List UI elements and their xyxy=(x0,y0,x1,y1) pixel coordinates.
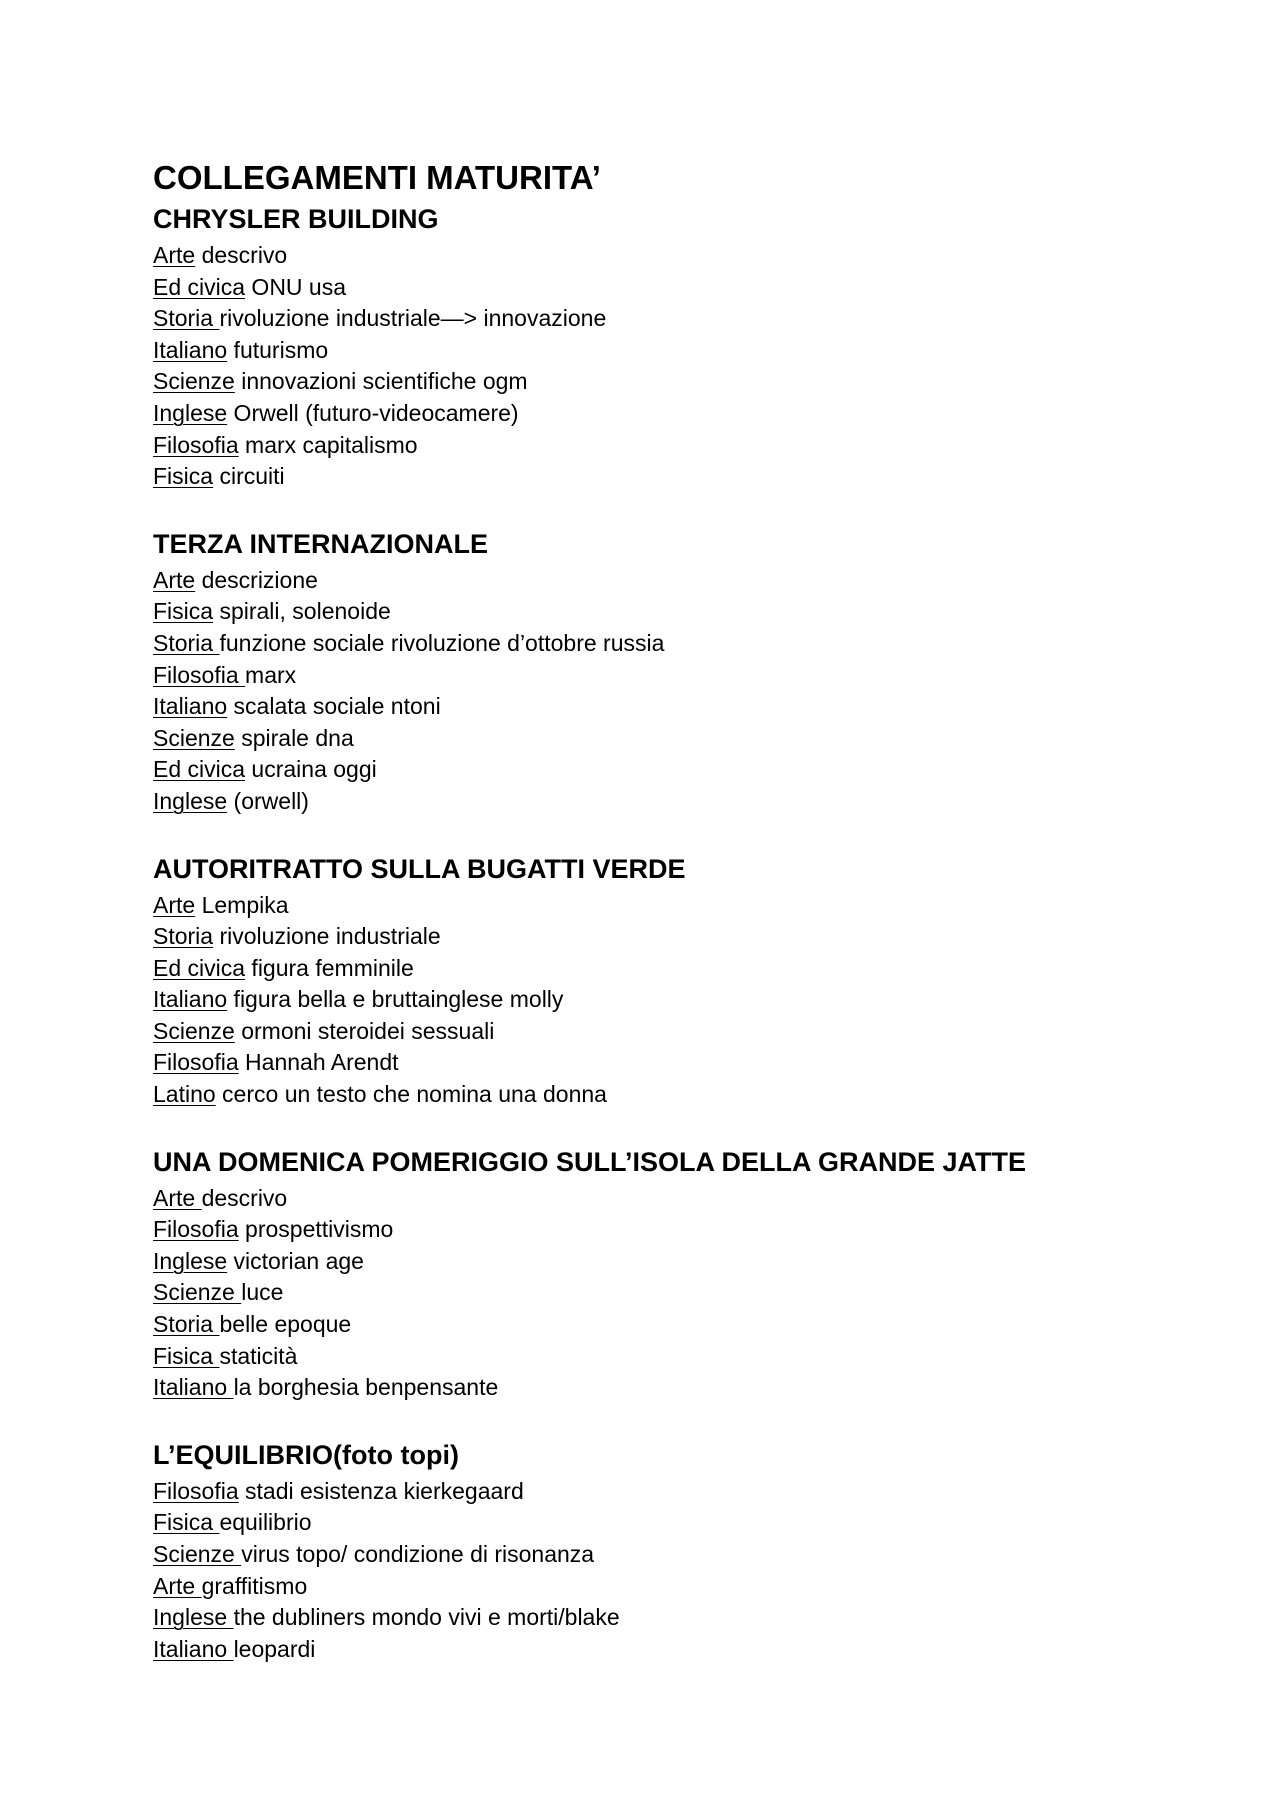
subject-label: Storia xyxy=(153,1311,220,1338)
subject-label: Fisica xyxy=(153,463,214,490)
subject-label: Italiano xyxy=(153,336,228,363)
subject-label: Arte xyxy=(153,566,196,593)
subject-label: Fisica xyxy=(153,1342,220,1369)
section-title: TERZA INTERNAZIONALE xyxy=(153,528,488,559)
subject-label: Inglese xyxy=(153,1604,234,1631)
list-item xyxy=(153,565,1280,597)
list-item xyxy=(153,461,1280,493)
subject-note: Lempika xyxy=(195,891,289,918)
subject-list xyxy=(153,890,1280,1111)
subject-note: equilibrio xyxy=(219,1509,312,1536)
subject-label: Fisica xyxy=(153,1509,220,1536)
subject-note: rivoluzione industriale—> innovazione xyxy=(219,305,607,332)
subject-note: the dubliners mondo vivi e morti/blake xyxy=(233,1604,620,1631)
subject-note: rivoluzione industriale xyxy=(213,923,441,950)
subject-label: Latino xyxy=(153,1081,216,1108)
subject-note: funzione sociale rivoluzione d’ottobre russia xyxy=(219,629,665,656)
subject-note: (orwell) xyxy=(227,787,309,814)
list-item xyxy=(153,786,1280,818)
subject-label: Arte xyxy=(153,891,196,918)
list-item xyxy=(153,596,1280,628)
list-item xyxy=(153,272,1280,304)
subject-note: ormoni steroidei sessuali xyxy=(234,1017,495,1044)
list-item xyxy=(153,1571,1280,1603)
list-item xyxy=(153,754,1280,786)
list-item xyxy=(153,398,1280,430)
subject-label: Ed civica xyxy=(153,273,246,300)
list-item xyxy=(153,1016,1280,1048)
section-title: L’EQUILIBRIO(foto topi) xyxy=(153,1439,459,1470)
subject-label: Inglese xyxy=(153,399,228,426)
subject-note: prospettivismo xyxy=(238,1216,394,1243)
subject-note: victorian age xyxy=(227,1247,364,1274)
subject-note: futurismo xyxy=(227,336,329,363)
list-item xyxy=(153,1183,1280,1215)
subject-label: Inglese xyxy=(153,787,228,814)
subject-label: Scienze xyxy=(153,724,235,751)
section xyxy=(153,1144,1280,1404)
document-title: COLLEGAMENTI MATURITA’ xyxy=(153,159,601,196)
subject-note: Hannah Arendt xyxy=(238,1049,399,1076)
list-item xyxy=(153,1214,1280,1246)
subject-list xyxy=(153,240,1280,493)
list-item xyxy=(153,1539,1280,1571)
list-item xyxy=(153,366,1280,398)
subject-note: spirale dna xyxy=(234,724,354,751)
list-item xyxy=(153,984,1280,1016)
subject-note: circuiti xyxy=(213,463,285,490)
subject-label: Storia xyxy=(153,629,220,656)
subject-note: virus topo/ condizione di risonanza xyxy=(241,1541,595,1567)
list-item xyxy=(153,1277,1280,1309)
subject-label: Filosofia xyxy=(153,1477,239,1504)
subject-label: Storia xyxy=(153,305,220,332)
subject-note: innovazioni scientifiche ogm xyxy=(234,368,528,395)
subject-note: marx xyxy=(245,661,297,688)
list-item xyxy=(153,921,1280,953)
subject-note: marx capitalismo xyxy=(238,431,418,458)
subject-label: Arte xyxy=(153,1572,202,1599)
sections-container xyxy=(153,201,1280,1665)
subject-label: Scienze xyxy=(153,1541,242,1567)
subject-label: Filosofia xyxy=(153,1049,239,1076)
subject-label: Filosofia xyxy=(153,431,239,458)
list-item xyxy=(153,240,1280,272)
list-item xyxy=(153,1634,1280,1666)
subject-label: Filosofia xyxy=(153,1216,239,1243)
subject-note: ONU usa xyxy=(245,273,347,300)
subject-label: Ed civica xyxy=(153,954,246,981)
section xyxy=(153,526,1280,818)
subject-label: Scienze xyxy=(153,1017,235,1044)
list-item xyxy=(153,890,1280,922)
subject-note: graffitismo xyxy=(201,1572,308,1599)
section xyxy=(153,201,1280,493)
subject-list xyxy=(153,565,1280,818)
subject-label: Italiano xyxy=(153,693,228,720)
subject-label: Arte xyxy=(153,1184,202,1211)
section xyxy=(153,1437,1280,1666)
subject-label: Inglese xyxy=(153,1247,228,1274)
list-item xyxy=(153,1341,1280,1373)
section xyxy=(153,851,1280,1111)
subject-label: Italiano xyxy=(153,986,228,1013)
subject-label: Storia xyxy=(153,923,214,950)
subject-note: descrivo xyxy=(201,1184,288,1211)
subject-label: Ed civica xyxy=(153,756,246,783)
subject-label: Italiano xyxy=(153,1374,234,1401)
subject-note: Orwell (futuro-videocamere) xyxy=(227,399,519,426)
list-item xyxy=(153,691,1280,723)
subject-label: Scienze xyxy=(153,1279,242,1306)
list-item xyxy=(153,1047,1280,1079)
list-item xyxy=(153,303,1280,335)
subject-note: cerco un testo che nomina una donna xyxy=(215,1081,607,1108)
subject-note: descrivo xyxy=(195,242,288,268)
subject-note: stadi esistenza kierkegaard xyxy=(238,1477,524,1504)
subject-label: Italiano xyxy=(153,1635,234,1662)
subject-note: figura femminile xyxy=(245,954,414,981)
subject-note: scalata sociale ntoni xyxy=(227,693,441,720)
list-item xyxy=(153,953,1280,985)
list-item xyxy=(153,1476,1280,1508)
list-item xyxy=(153,1602,1280,1634)
list-item xyxy=(153,660,1280,692)
list-item xyxy=(153,1372,1280,1404)
subject-note: figura bella e bruttainglese molly xyxy=(227,986,564,1013)
list-item xyxy=(153,1246,1280,1278)
subject-note: luce xyxy=(241,1279,284,1306)
list-item xyxy=(153,1079,1280,1111)
section-title: AUTORITRATTO SULLA BUGATTI VERDE xyxy=(153,853,686,884)
subject-note: descrizione xyxy=(195,566,318,593)
subject-note: ucraina oggi xyxy=(245,756,377,783)
subject-note: staticità xyxy=(219,1342,298,1369)
list-item xyxy=(153,430,1280,462)
list-item xyxy=(153,1309,1280,1341)
subject-label: Fisica xyxy=(153,598,214,625)
list-item xyxy=(153,335,1280,367)
subject-note: leopardi xyxy=(233,1635,316,1662)
list-item xyxy=(153,1507,1280,1539)
subject-label: Arte xyxy=(153,242,196,268)
subject-list xyxy=(153,1476,1280,1666)
list-item xyxy=(153,628,1280,660)
section-title: CHRYSLER BUILDING xyxy=(153,204,439,234)
subject-note: spirali, solenoide xyxy=(213,598,391,625)
subject-note: belle epoque xyxy=(219,1311,352,1338)
subject-label: Filosofia xyxy=(153,661,246,688)
section-title: UNA DOMENICA POMERIGGIO SULL’ISOLA DELLA GRANDE JATTE xyxy=(153,1146,1027,1177)
subject-note: la borghesia benpensante xyxy=(233,1374,499,1401)
list-item xyxy=(153,723,1280,755)
subject-label: Scienze xyxy=(153,368,235,395)
subject-list xyxy=(153,1183,1280,1404)
